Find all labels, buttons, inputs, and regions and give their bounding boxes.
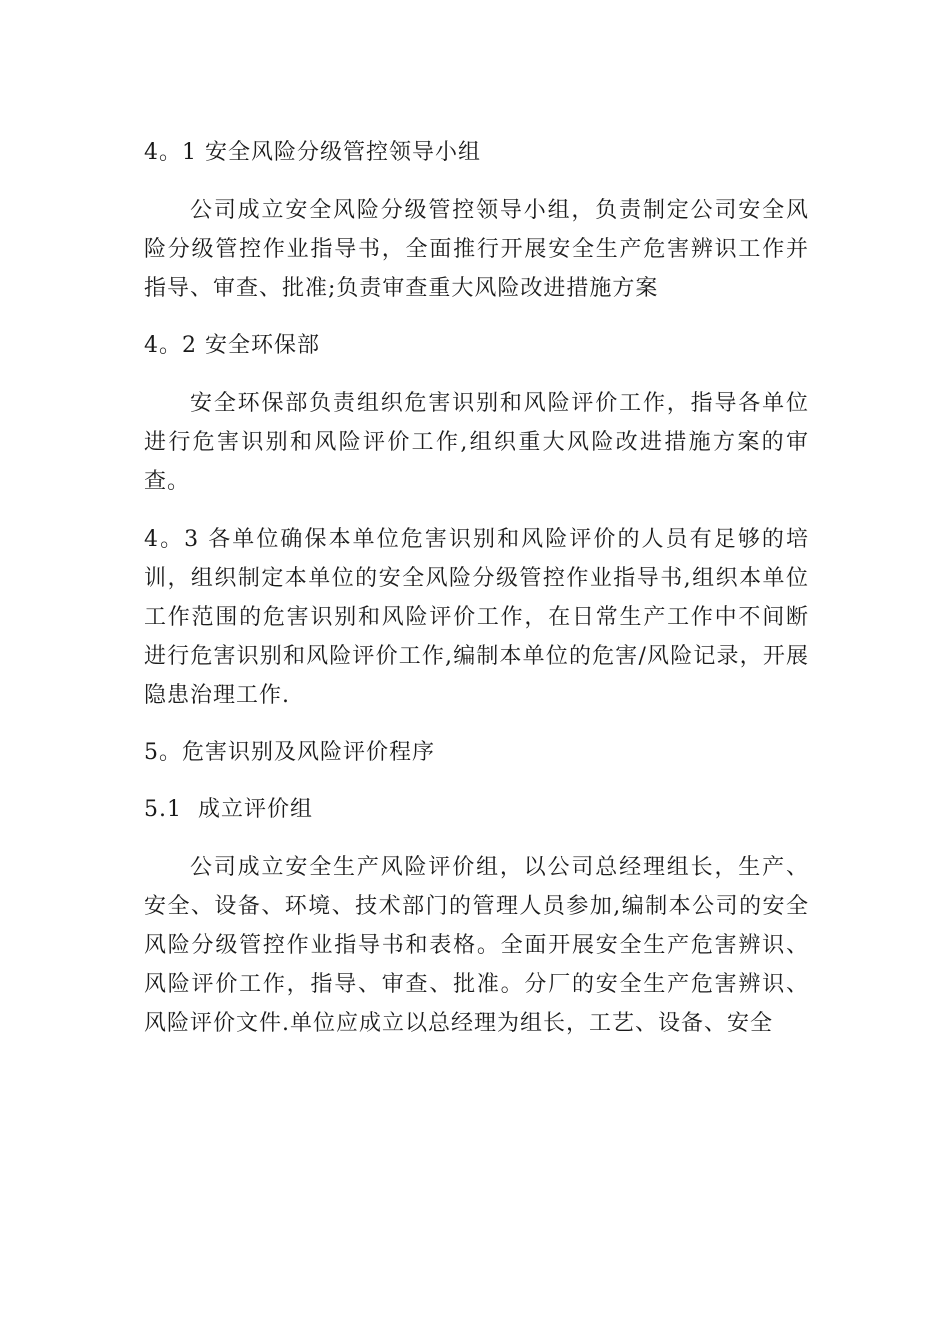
section-heading-5: 5。危害识别及风险评价程序: [144, 740, 435, 765]
section-heading-4-1: 4。1 安全风险分级管控领导小组: [144, 140, 481, 165]
section-paragraph-5-1: 公司成立安全生产风险评价组，以公司总经理组长，生产、安全、设备、环境、技术部门的管理人员参加,编制本公司的安全风险分级管控作业指导书和表格。全面开展安全生产危害辨识、风险评价工作，指导、审查、批准。分厂的安全生产危害辨识、风险评价文件.单位应成立以总经理为组长，工艺、设备、安全: [144, 855, 809, 1036]
document-body: [144, 134, 809, 1043]
section-heading-5-1: 5.1 成立评价组: [144, 797, 313, 822]
section-paragraph-4-1: 公司成立安全风险分级管控领导小组，负责制定公司安全风险分级管控作业指导书，全面推行开展安全生产危害辨识工作并指导、审查、批准;负责审查重大风险改进措施方案: [144, 198, 809, 301]
section-paragraph-4-2: 安全环保部负责组织危害识别和风险评价工作，指导各单位进行危害识别和风险评价工作,组织重大风险改进措施方案的审查。: [144, 391, 809, 494]
section-heading-4-2: 4。2 安全环保部: [144, 333, 320, 358]
section-paragraph-4-3: 4。3 各单位确保本单位危害识别和风险评价的人员有足够的培训，组织制定本单位的安全风险分级管控作业指导书,组织本单位工作范围的危害识别和风险评价工作，在日常生产工作中不间断进行危害识别和风险评价工作,编制本单位的危害/风险记录，开展隐患治理工作.: [144, 527, 809, 708]
